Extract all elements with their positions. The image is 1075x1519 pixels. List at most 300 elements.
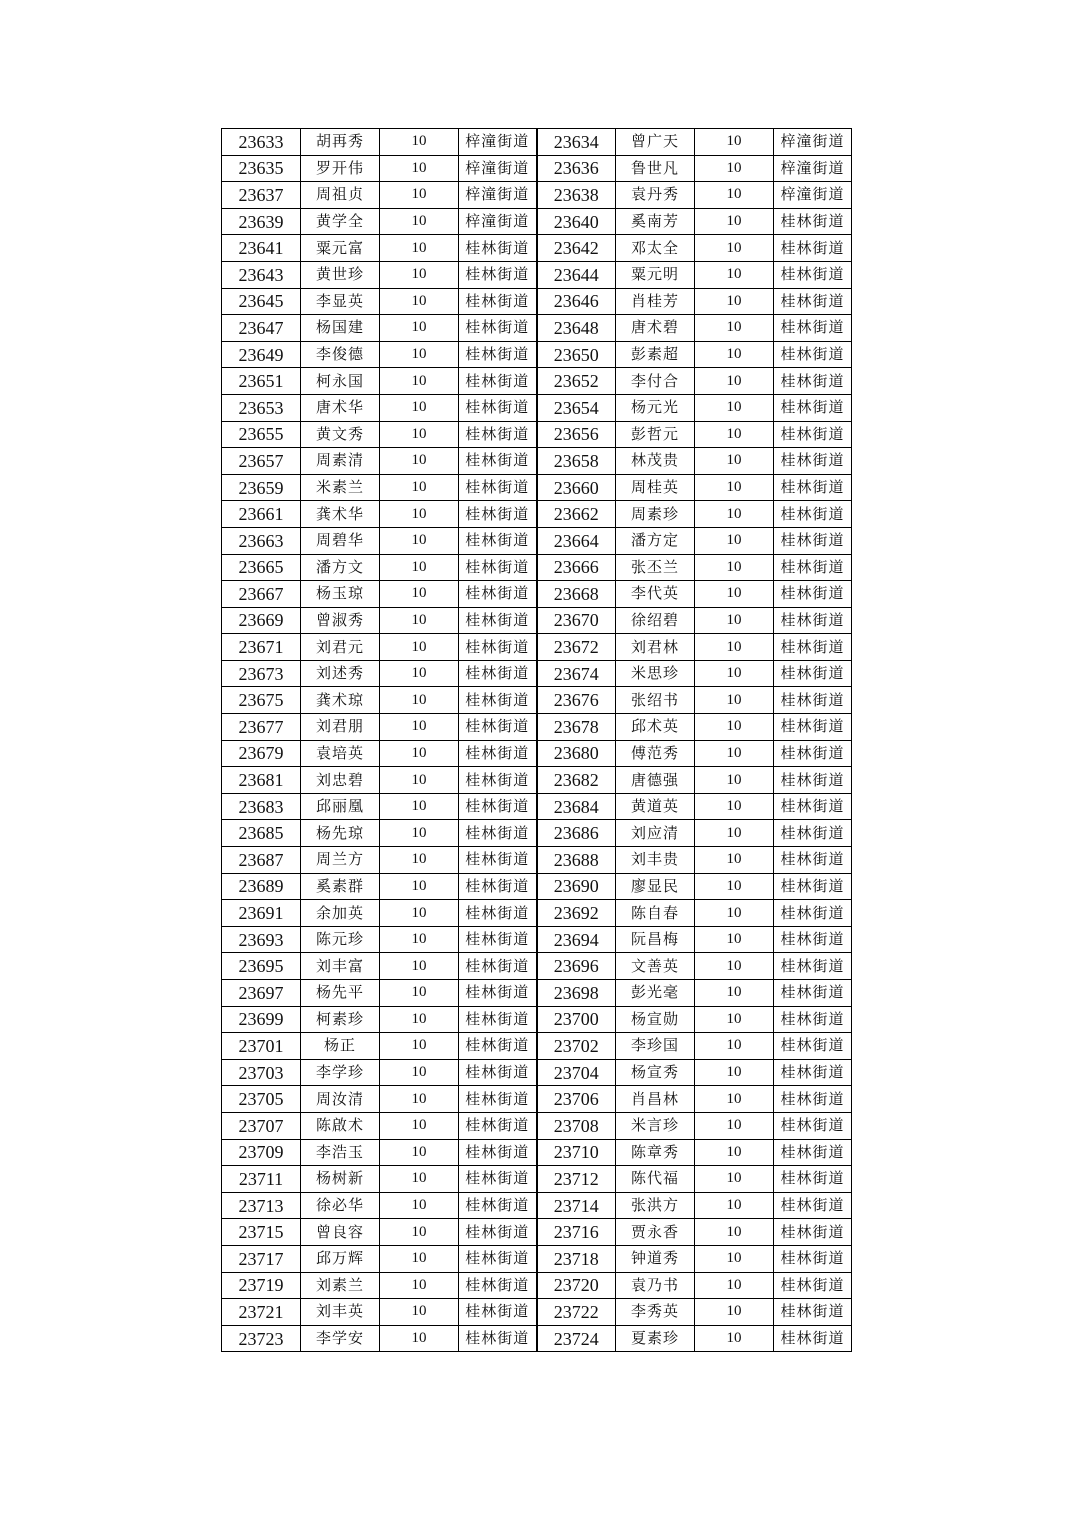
record-id-cell: 23697 xyxy=(222,980,301,1007)
amount-cell: 10 xyxy=(380,793,459,820)
person-name-cell: 廖显民 xyxy=(616,873,695,900)
table-row xyxy=(222,607,852,634)
person-name-cell: 刘素兰 xyxy=(301,1272,380,1299)
person-name-cell: 刘应清 xyxy=(616,820,695,847)
amount-cell: 10 xyxy=(695,474,774,501)
amount-cell: 10 xyxy=(380,900,459,927)
record-id-cell: 23706 xyxy=(537,1086,616,1113)
person-name-cell: 周素珍 xyxy=(616,501,695,528)
amount-cell: 10 xyxy=(695,155,774,182)
person-name-cell: 李学安 xyxy=(301,1325,380,1352)
amount-cell: 10 xyxy=(380,980,459,1007)
person-name-cell: 傅范秀 xyxy=(616,740,695,767)
amount-cell: 10 xyxy=(695,793,774,820)
record-id-cell: 23654 xyxy=(537,394,616,421)
person-name-cell: 张绍书 xyxy=(616,687,695,714)
person-name-cell: 李秀英 xyxy=(616,1299,695,1326)
amount-cell: 10 xyxy=(380,953,459,980)
table-row xyxy=(222,581,852,608)
amount-cell: 10 xyxy=(380,1112,459,1139)
record-id-cell: 23659 xyxy=(222,474,301,501)
record-id-cell: 23664 xyxy=(537,527,616,554)
subdistrict-cell: 桂林街道 xyxy=(459,793,537,820)
subdistrict-cell: 桂林街道 xyxy=(459,421,537,448)
person-name-cell: 陈啟术 xyxy=(301,1112,380,1139)
amount-cell: 10 xyxy=(380,315,459,342)
subdistrict-cell: 桂林街道 xyxy=(774,873,852,900)
record-id-cell: 23723 xyxy=(222,1325,301,1352)
subdistrict-cell: 桂林街道 xyxy=(459,368,537,395)
record-id-cell: 23691 xyxy=(222,900,301,927)
subdistrict-cell: 桂林街道 xyxy=(774,1272,852,1299)
person-name-cell: 柯永国 xyxy=(301,368,380,395)
record-id-cell: 23666 xyxy=(537,554,616,581)
amount-cell: 10 xyxy=(695,660,774,687)
record-id-cell: 23655 xyxy=(222,421,301,448)
record-id-cell: 23663 xyxy=(222,527,301,554)
record-id-cell: 23710 xyxy=(537,1139,616,1166)
subdistrict-cell: 桂林街道 xyxy=(774,820,852,847)
table-row xyxy=(222,448,852,475)
record-id-cell: 23683 xyxy=(222,793,301,820)
person-name-cell: 杨国建 xyxy=(301,315,380,342)
amount-cell: 10 xyxy=(380,554,459,581)
person-name-cell: 周桂英 xyxy=(616,474,695,501)
subdistrict-cell: 桂林街道 xyxy=(774,527,852,554)
subdistrict-cell: 桂林街道 xyxy=(459,847,537,874)
amount-cell: 10 xyxy=(380,1059,459,1086)
person-name-cell: 刘君朋 xyxy=(301,714,380,741)
record-id-cell: 23638 xyxy=(537,182,616,209)
record-id-cell: 23634 xyxy=(537,129,616,156)
record-id-cell: 23719 xyxy=(222,1272,301,1299)
amount-cell: 10 xyxy=(695,1272,774,1299)
record-id-cell: 23681 xyxy=(222,767,301,794)
subdistrict-cell: 桂林街道 xyxy=(459,820,537,847)
table-row xyxy=(222,926,852,953)
subdistrict-cell: 桂林街道 xyxy=(459,607,537,634)
table-row xyxy=(222,235,852,262)
subdistrict-cell: 桂林街道 xyxy=(459,527,537,554)
amount-cell: 10 xyxy=(380,421,459,448)
record-id-cell: 23695 xyxy=(222,953,301,980)
record-id-cell: 23650 xyxy=(537,341,616,368)
subdistrict-cell: 桂林街道 xyxy=(774,953,852,980)
person-name-cell: 黄文秀 xyxy=(301,421,380,448)
record-id-cell: 23652 xyxy=(537,368,616,395)
subdistrict-cell: 桂林街道 xyxy=(774,740,852,767)
amount-cell: 10 xyxy=(695,900,774,927)
person-name-cell: 邱丽凰 xyxy=(301,793,380,820)
table-row xyxy=(222,1166,852,1193)
table-row xyxy=(222,714,852,741)
record-id-cell: 23701 xyxy=(222,1033,301,1060)
subdistrict-cell: 桂林街道 xyxy=(774,900,852,927)
table-row xyxy=(222,634,852,661)
person-name-cell: 曾淑秀 xyxy=(301,607,380,634)
record-id-cell: 23672 xyxy=(537,634,616,661)
person-name-cell: 刘丰英 xyxy=(301,1299,380,1326)
subdistrict-cell: 桂林街道 xyxy=(459,1112,537,1139)
subdistrict-cell: 桂林街道 xyxy=(774,1112,852,1139)
subdistrict-cell: 桂林街道 xyxy=(459,315,537,342)
person-name-cell: 李浩玉 xyxy=(301,1139,380,1166)
person-name-cell: 袁丹秀 xyxy=(616,182,695,209)
amount-cell: 10 xyxy=(380,873,459,900)
person-name-cell: 潘方定 xyxy=(616,527,695,554)
person-name-cell: 粟元富 xyxy=(301,235,380,262)
person-name-cell: 陈自春 xyxy=(616,900,695,927)
amount-cell: 10 xyxy=(380,208,459,235)
record-id-cell: 23716 xyxy=(537,1219,616,1246)
amount-cell: 10 xyxy=(380,581,459,608)
subdistrict-cell: 桂林街道 xyxy=(459,1325,537,1352)
record-id-cell: 23661 xyxy=(222,501,301,528)
subdistrict-cell: 桂林街道 xyxy=(774,341,852,368)
amount-cell: 10 xyxy=(695,208,774,235)
subdistrict-cell: 桂林街道 xyxy=(459,1166,537,1193)
amount-cell: 10 xyxy=(695,1112,774,1139)
person-name-cell: 肖桂芳 xyxy=(616,288,695,315)
table-row xyxy=(222,368,852,395)
subdistrict-cell: 桂林街道 xyxy=(459,1299,537,1326)
subdistrict-cell: 梓潼街道 xyxy=(459,182,537,209)
record-id-cell: 23676 xyxy=(537,687,616,714)
person-name-cell: 米思珍 xyxy=(616,660,695,687)
subdistrict-cell: 梓潼街道 xyxy=(459,129,537,156)
record-id-cell: 23678 xyxy=(537,714,616,741)
subdistrict-cell: 桂林街道 xyxy=(774,793,852,820)
person-name-cell: 黄道英 xyxy=(616,793,695,820)
amount-cell: 10 xyxy=(380,714,459,741)
amount-cell: 10 xyxy=(695,261,774,288)
person-name-cell: 彭光毫 xyxy=(616,980,695,1007)
subdistrict-cell: 桂林街道 xyxy=(459,1086,537,1113)
subdistrict-cell: 桂林街道 xyxy=(459,953,537,980)
person-name-cell: 杨先平 xyxy=(301,980,380,1007)
person-name-cell: 龚术华 xyxy=(301,501,380,528)
table-row xyxy=(222,554,852,581)
person-name-cell: 余加英 xyxy=(301,900,380,927)
table-row xyxy=(222,1299,852,1326)
person-name-cell: 米素兰 xyxy=(301,474,380,501)
record-id-cell: 23639 xyxy=(222,208,301,235)
record-id-cell: 23680 xyxy=(537,740,616,767)
person-name-cell: 肖昌林 xyxy=(616,1086,695,1113)
amount-cell: 10 xyxy=(695,368,774,395)
record-id-cell: 23643 xyxy=(222,261,301,288)
table-row xyxy=(222,900,852,927)
record-id-cell: 23657 xyxy=(222,448,301,475)
amount-cell: 10 xyxy=(695,235,774,262)
table-row xyxy=(222,1006,852,1033)
amount-cell: 10 xyxy=(380,1245,459,1272)
record-id-cell: 23677 xyxy=(222,714,301,741)
subdistrict-cell: 桂林街道 xyxy=(774,607,852,634)
person-name-cell: 黄学全 xyxy=(301,208,380,235)
amount-cell: 10 xyxy=(695,1245,774,1272)
table-row xyxy=(222,1033,852,1060)
subdistrict-cell: 桂林街道 xyxy=(459,900,537,927)
subdistrict-cell: 桂林街道 xyxy=(774,261,852,288)
amount-cell: 10 xyxy=(695,714,774,741)
amount-cell: 10 xyxy=(695,182,774,209)
amount-cell: 10 xyxy=(380,261,459,288)
record-id-cell: 23682 xyxy=(537,767,616,794)
record-id-cell: 23688 xyxy=(537,847,616,874)
person-name-cell: 刘君元 xyxy=(301,634,380,661)
record-id-cell: 23700 xyxy=(537,1006,616,1033)
subdistrict-cell: 桂林街道 xyxy=(459,474,537,501)
amount-cell: 10 xyxy=(380,394,459,421)
subdistrict-cell: 桂林街道 xyxy=(459,714,537,741)
amount-cell: 10 xyxy=(695,129,774,156)
amount-cell: 10 xyxy=(380,1219,459,1246)
amount-cell: 10 xyxy=(695,1166,774,1193)
amount-cell: 10 xyxy=(695,1086,774,1113)
amount-cell: 10 xyxy=(380,1006,459,1033)
record-id-cell: 23669 xyxy=(222,607,301,634)
amount-cell: 10 xyxy=(380,634,459,661)
record-id-cell: 23660 xyxy=(537,474,616,501)
person-name-cell: 唐术华 xyxy=(301,394,380,421)
person-name-cell: 李俊德 xyxy=(301,341,380,368)
amount-cell: 10 xyxy=(380,288,459,315)
person-name-cell: 龚术琼 xyxy=(301,687,380,714)
subdistrict-cell: 桂林街道 xyxy=(774,926,852,953)
subdistrict-cell: 桂林街道 xyxy=(774,1006,852,1033)
amount-cell: 10 xyxy=(695,501,774,528)
amount-cell: 10 xyxy=(695,847,774,874)
amount-cell: 10 xyxy=(695,1006,774,1033)
subdistrict-cell: 桂林街道 xyxy=(774,1325,852,1352)
record-id-cell: 23720 xyxy=(537,1272,616,1299)
subdistrict-cell: 桂林街道 xyxy=(459,740,537,767)
amount-cell: 10 xyxy=(380,155,459,182)
record-id-cell: 23712 xyxy=(537,1166,616,1193)
record-id-cell: 23644 xyxy=(537,261,616,288)
person-name-cell: 杨树新 xyxy=(301,1166,380,1193)
record-id-cell: 23707 xyxy=(222,1112,301,1139)
subdistrict-cell: 桂林街道 xyxy=(459,394,537,421)
subdistrict-cell: 桂林街道 xyxy=(459,980,537,1007)
person-name-cell: 邱万辉 xyxy=(301,1245,380,1272)
table-row xyxy=(222,527,852,554)
record-id-cell: 23696 xyxy=(537,953,616,980)
record-id-cell: 23717 xyxy=(222,1245,301,1272)
person-name-cell: 粟元明 xyxy=(616,261,695,288)
record-id-cell: 23668 xyxy=(537,581,616,608)
person-name-cell: 刘君林 xyxy=(616,634,695,661)
person-name-cell: 邱术英 xyxy=(616,714,695,741)
amount-cell: 10 xyxy=(380,448,459,475)
record-id-cell: 23711 xyxy=(222,1166,301,1193)
subdistrict-cell: 桂林街道 xyxy=(459,235,537,262)
table-row xyxy=(222,315,852,342)
person-name-cell: 黄世珍 xyxy=(301,261,380,288)
record-id-cell: 23704 xyxy=(537,1059,616,1086)
amount-cell: 10 xyxy=(695,634,774,661)
record-id-cell: 23674 xyxy=(537,660,616,687)
subdistrict-cell: 桂林街道 xyxy=(459,926,537,953)
subdistrict-cell: 桂林街道 xyxy=(774,315,852,342)
record-id-cell: 23662 xyxy=(537,501,616,528)
subdistrict-cell: 桂林街道 xyxy=(459,261,537,288)
record-id-cell: 23649 xyxy=(222,341,301,368)
person-name-cell: 杨宣勋 xyxy=(616,1006,695,1033)
person-name-cell: 鲁世凡 xyxy=(616,155,695,182)
amount-cell: 10 xyxy=(380,527,459,554)
subdistrict-cell: 梓潼街道 xyxy=(774,182,852,209)
person-name-cell: 李珍国 xyxy=(616,1033,695,1060)
table-row xyxy=(222,394,852,421)
amount-cell: 10 xyxy=(380,341,459,368)
subdistrict-cell: 桂林街道 xyxy=(459,341,537,368)
amount-cell: 10 xyxy=(380,926,459,953)
subdistrict-cell: 桂林街道 xyxy=(459,1245,537,1272)
person-name-cell: 唐术碧 xyxy=(616,315,695,342)
amount-cell: 10 xyxy=(695,554,774,581)
person-name-cell: 陈章秀 xyxy=(616,1139,695,1166)
subdistrict-cell: 桂林街道 xyxy=(774,767,852,794)
subdistrict-cell: 桂林街道 xyxy=(774,980,852,1007)
record-id-cell: 23673 xyxy=(222,660,301,687)
subdistrict-cell: 桂林街道 xyxy=(774,1059,852,1086)
subdistrict-cell: 桂林街道 xyxy=(774,1033,852,1060)
person-name-cell: 徐绍碧 xyxy=(616,607,695,634)
subdistrict-cell: 桂林街道 xyxy=(459,581,537,608)
record-id-cell: 23665 xyxy=(222,554,301,581)
roster-table xyxy=(221,128,852,1352)
record-id-cell: 23705 xyxy=(222,1086,301,1113)
subdistrict-cell: 桂林街道 xyxy=(774,714,852,741)
person-name-cell: 周碧华 xyxy=(301,527,380,554)
record-id-cell: 23635 xyxy=(222,155,301,182)
person-name-cell: 杨宣秀 xyxy=(616,1059,695,1086)
subdistrict-cell: 桂林街道 xyxy=(774,421,852,448)
amount-cell: 10 xyxy=(380,767,459,794)
table-row xyxy=(222,740,852,767)
amount-cell: 10 xyxy=(380,1139,459,1166)
record-id-cell: 23694 xyxy=(537,926,616,953)
subdistrict-cell: 桂林街道 xyxy=(459,660,537,687)
subdistrict-cell: 桂林街道 xyxy=(459,1192,537,1219)
person-name-cell: 李付合 xyxy=(616,368,695,395)
person-name-cell: 杨玉琼 xyxy=(301,581,380,608)
amount-cell: 10 xyxy=(695,1299,774,1326)
person-name-cell: 奚南芳 xyxy=(616,208,695,235)
person-name-cell: 彭哲元 xyxy=(616,421,695,448)
amount-cell: 10 xyxy=(380,740,459,767)
record-id-cell: 23675 xyxy=(222,687,301,714)
subdistrict-cell: 桂林街道 xyxy=(774,1299,852,1326)
amount-cell: 10 xyxy=(380,847,459,874)
record-id-cell: 23698 xyxy=(537,980,616,1007)
amount-cell: 10 xyxy=(380,368,459,395)
subdistrict-cell: 桂林街道 xyxy=(459,873,537,900)
record-id-cell: 23690 xyxy=(537,873,616,900)
subdistrict-cell: 桂林街道 xyxy=(774,288,852,315)
table-row xyxy=(222,261,852,288)
table-row xyxy=(222,953,852,980)
person-name-cell: 袁乃书 xyxy=(616,1272,695,1299)
person-name-cell: 钟道秀 xyxy=(616,1245,695,1272)
person-name-cell: 周素清 xyxy=(301,448,380,475)
subdistrict-cell: 桂林街道 xyxy=(459,1059,537,1086)
subdistrict-cell: 桂林街道 xyxy=(774,394,852,421)
record-id-cell: 23689 xyxy=(222,873,301,900)
subdistrict-cell: 桂林街道 xyxy=(774,1166,852,1193)
subdistrict-cell: 桂林街道 xyxy=(459,1272,537,1299)
roster-table-body xyxy=(222,129,852,1352)
amount-cell: 10 xyxy=(695,926,774,953)
subdistrict-cell: 梓潼街道 xyxy=(774,129,852,156)
table-row xyxy=(222,847,852,874)
amount-cell: 10 xyxy=(380,1272,459,1299)
subdistrict-cell: 桂林街道 xyxy=(459,767,537,794)
table-row xyxy=(222,129,852,156)
record-id-cell: 23715 xyxy=(222,1219,301,1246)
amount-cell: 10 xyxy=(380,182,459,209)
subdistrict-cell: 桂林街道 xyxy=(459,448,537,475)
person-name-cell: 胡再秀 xyxy=(301,129,380,156)
amount-cell: 10 xyxy=(695,421,774,448)
subdistrict-cell: 桂林街道 xyxy=(774,687,852,714)
subdistrict-cell: 桂林街道 xyxy=(774,235,852,262)
person-name-cell: 曾良容 xyxy=(301,1219,380,1246)
record-id-cell: 23651 xyxy=(222,368,301,395)
subdistrict-cell: 桂林街道 xyxy=(774,208,852,235)
table-row xyxy=(222,1086,852,1113)
table-row xyxy=(222,288,852,315)
person-name-cell: 杨元光 xyxy=(616,394,695,421)
amount-cell: 10 xyxy=(695,288,774,315)
record-id-cell: 23645 xyxy=(222,288,301,315)
table-row xyxy=(222,1219,852,1246)
record-id-cell: 23685 xyxy=(222,820,301,847)
table-row xyxy=(222,421,852,448)
amount-cell: 10 xyxy=(695,527,774,554)
amount-cell: 10 xyxy=(380,235,459,262)
amount-cell: 10 xyxy=(695,1192,774,1219)
amount-cell: 10 xyxy=(380,607,459,634)
person-name-cell: 袁培英 xyxy=(301,740,380,767)
subdistrict-cell: 桂林街道 xyxy=(459,687,537,714)
subdistrict-cell: 桂林街道 xyxy=(774,554,852,581)
record-id-cell: 23692 xyxy=(537,900,616,927)
record-id-cell: 23686 xyxy=(537,820,616,847)
record-id-cell: 23684 xyxy=(537,793,616,820)
record-id-cell: 23708 xyxy=(537,1112,616,1139)
amount-cell: 10 xyxy=(380,820,459,847)
person-name-cell: 杨先琼 xyxy=(301,820,380,847)
record-id-cell: 23648 xyxy=(537,315,616,342)
person-name-cell: 陈元珍 xyxy=(301,926,380,953)
person-name-cell: 李代英 xyxy=(616,581,695,608)
amount-cell: 10 xyxy=(695,448,774,475)
person-name-cell: 曾广天 xyxy=(616,129,695,156)
subdistrict-cell: 桂林街道 xyxy=(774,474,852,501)
amount-cell: 10 xyxy=(380,1299,459,1326)
record-id-cell: 23687 xyxy=(222,847,301,874)
person-name-cell: 李学珍 xyxy=(301,1059,380,1086)
record-id-cell: 23679 xyxy=(222,740,301,767)
person-name-cell: 林茂贵 xyxy=(616,448,695,475)
subdistrict-cell: 桂林街道 xyxy=(459,634,537,661)
subdistrict-cell: 桂林街道 xyxy=(774,581,852,608)
table-row xyxy=(222,1272,852,1299)
record-id-cell: 23709 xyxy=(222,1139,301,1166)
